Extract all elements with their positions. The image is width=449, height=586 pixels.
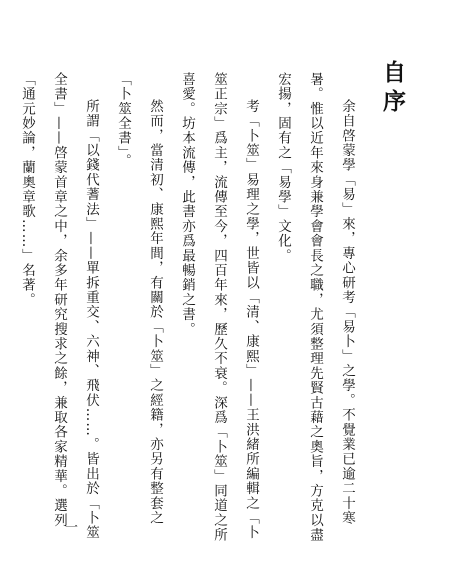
paragraph-3: 然而，當清初、康熙年間，有關於「卜筮」之經籍，亦另有整套之「卜筮全書」。 [115, 72, 163, 526]
paragraph-4: 所謂「以錢代蓍法」——單拆重交、六神、飛伏……。皆出於「卜筮全書」——啓蒙首章之中，余多年研究搜求之餘，兼取各家精華。選列「通元妙論，蘭奧章歌……」名著。 [19, 72, 99, 540]
paragraph-2: 考「卜筮」易理之學，世皆以「清、康熙」——王洪緒所編輯之「卜筮正宗」爲主，流傳至今，四百年來，歷久不衰。深爲「卜筮」同道之所喜愛。坊本流傳，此書亦爲最暢銷之書。 [179, 72, 259, 543]
paragraph-1: 余自啓蒙學「易」來，專心研考「易卜」之學。不覺業已逾二十寒暑。惟以近年來身兼學會會長之職，尤須整理先賢古藉之奧旨，方克以盡宏揚，固有之「易學」文化。 [275, 72, 355, 543]
page-number: 一 [62, 520, 77, 533]
preface-body [11, 72, 363, 552]
page-title: 自序 [379, 60, 405, 118]
